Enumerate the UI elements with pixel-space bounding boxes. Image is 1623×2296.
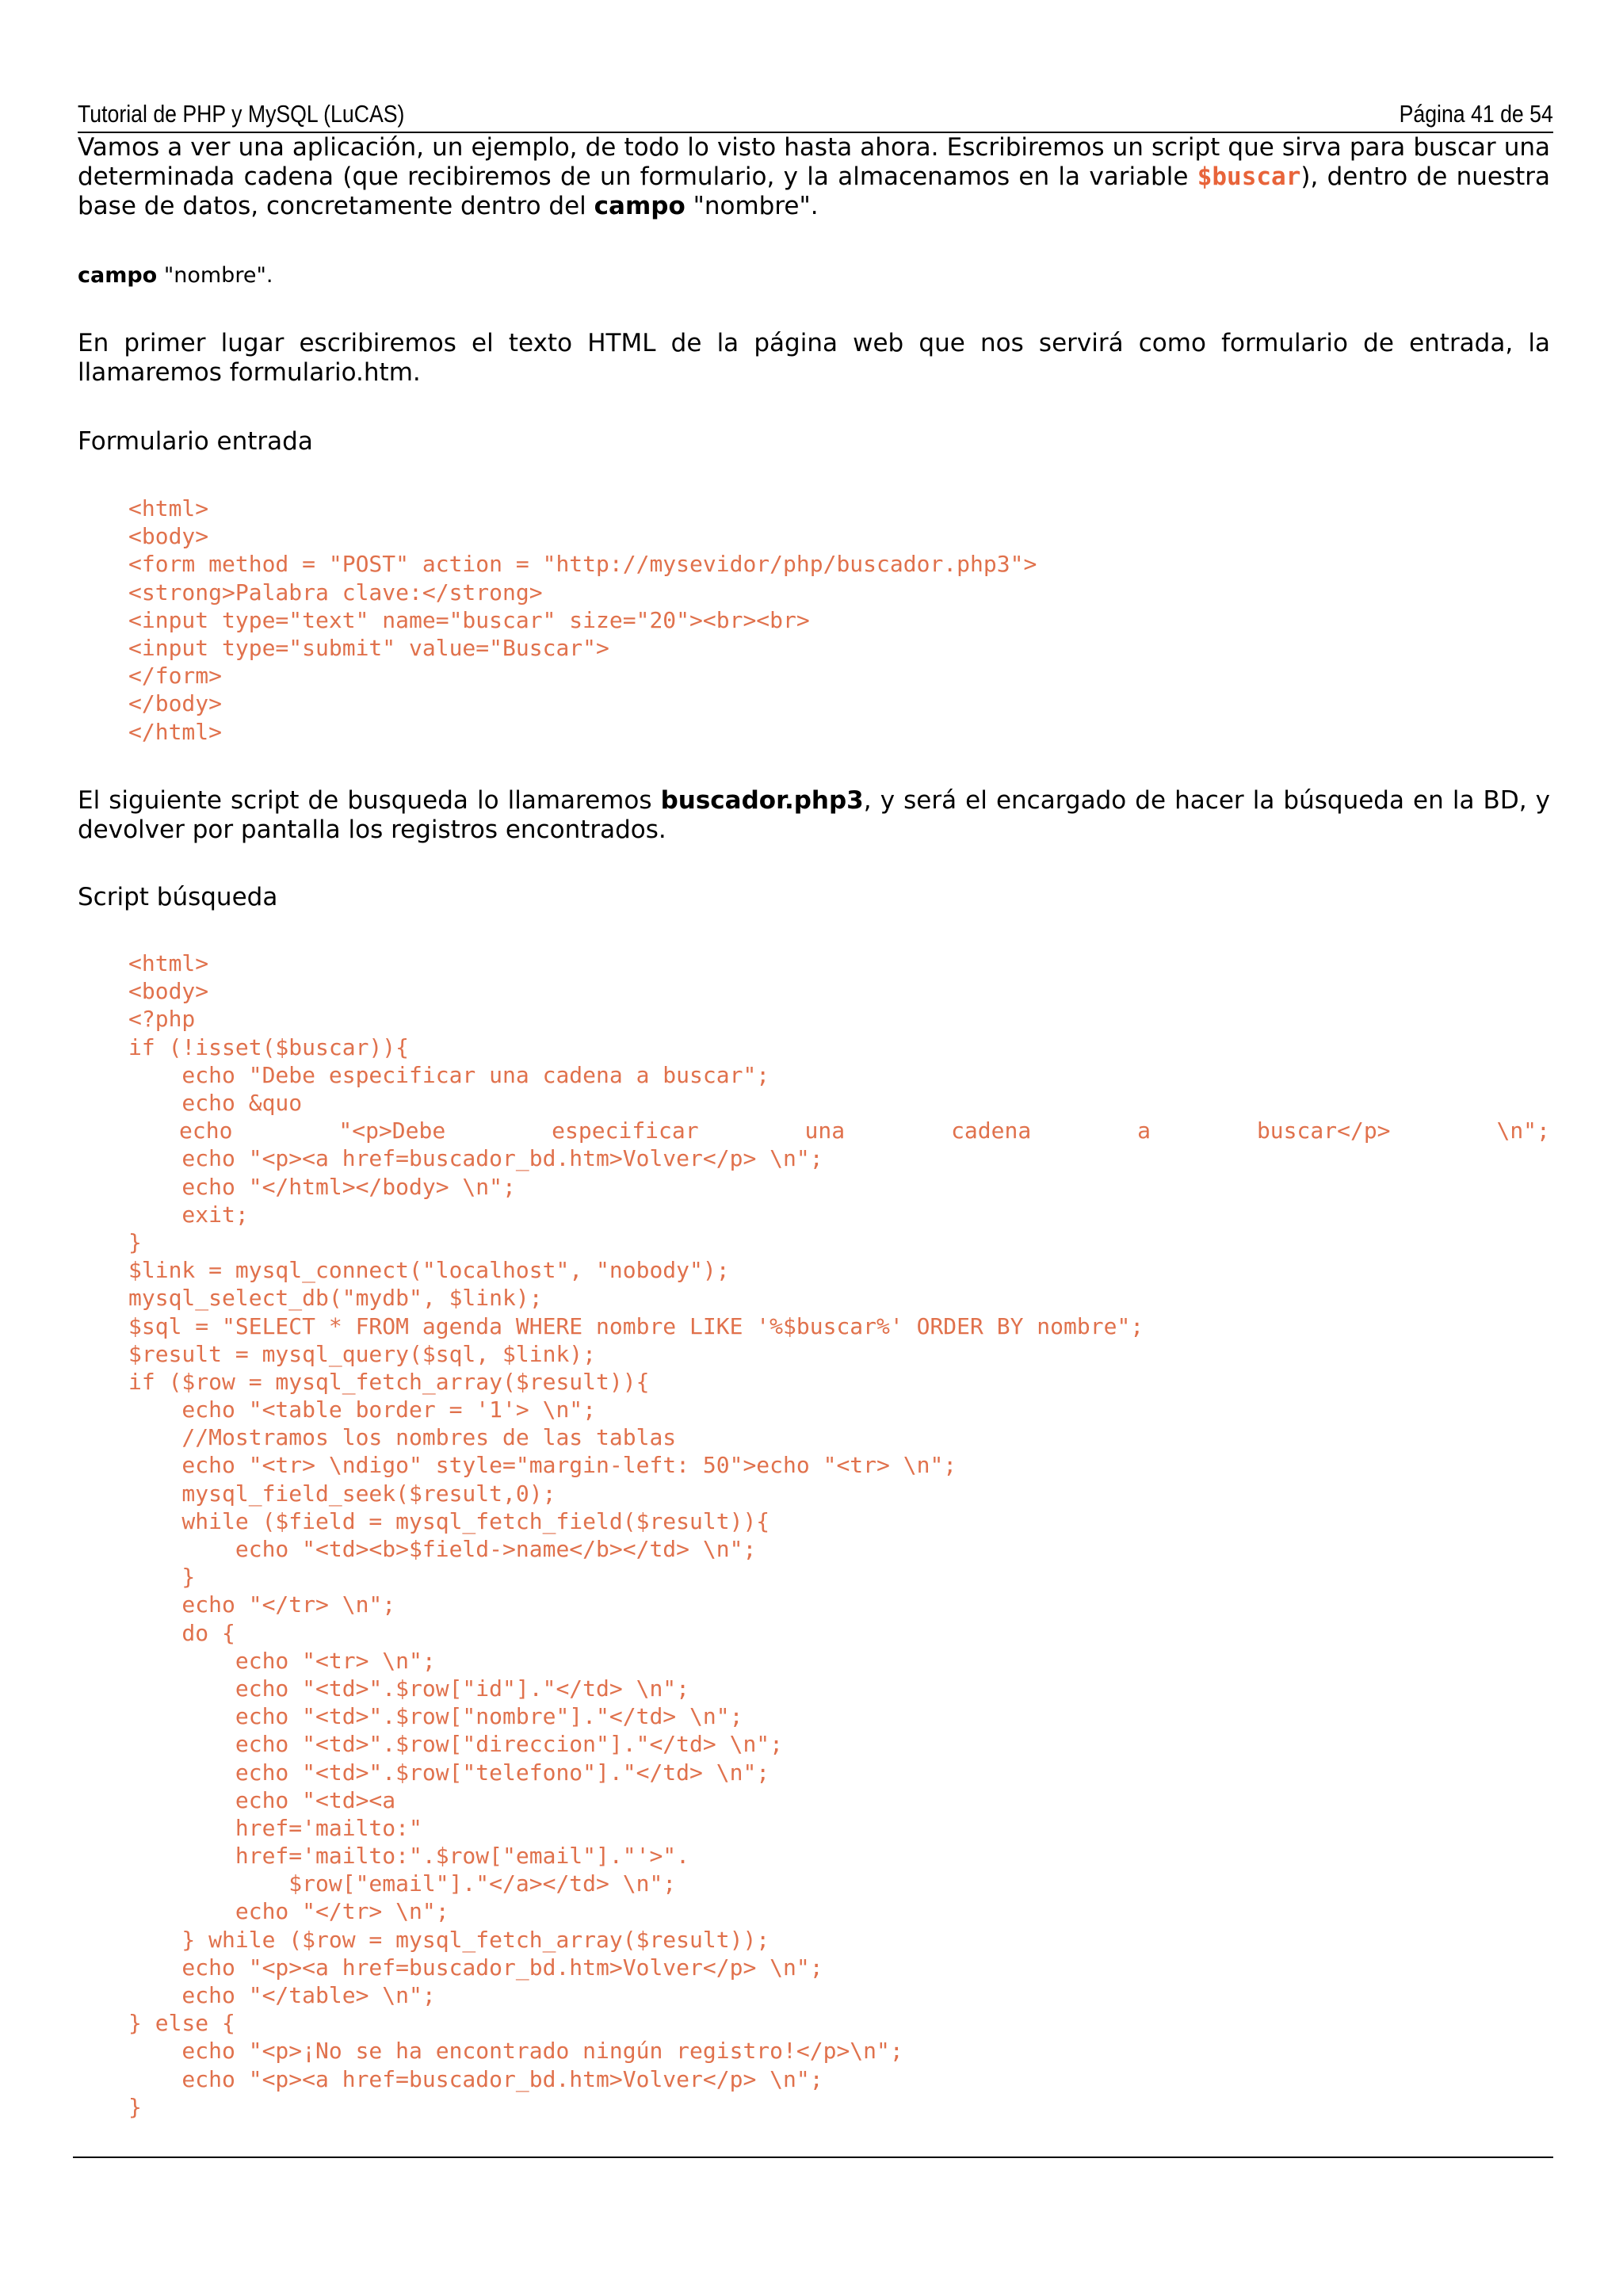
code-line: echo "</tr> \n";	[128, 1591, 396, 1618]
code-line: echo "<p>¡No se ha encontrado ningún registro!</p>\n";	[128, 2038, 903, 2065]
code-line: echo "</table> \n";	[128, 1982, 436, 2009]
code-line: </body>	[128, 690, 223, 717]
code-line: mysql_select_db("mydb", $link);	[128, 1285, 543, 1312]
code-line: echo "<p><a href=buscador_bd.htm>Volver</p> \n";	[128, 1954, 823, 1981]
code-word: buscar</p>	[1256, 1117, 1391, 1144]
heading-script-busqueda: Script búsqueda	[78, 883, 278, 911]
code-word: a	[1137, 1117, 1151, 1144]
campo-note-text: "nombre".	[157, 263, 273, 288]
header-title: Tutorial de PHP y MySQL (LuCAS)	[78, 100, 405, 128]
code-line: echo "<td>".$row["telefono"]."</td> \n";	[128, 1759, 770, 1786]
code-line: if ($row = mysql_fetch_array($result)){	[128, 1368, 650, 1395]
campo-note	[78, 262, 1550, 289]
code-line: }	[128, 2093, 142, 2120]
code-line: <strong>Palabra clave:</strong>	[128, 579, 543, 606]
campo-note-bold: campo	[78, 263, 158, 288]
footer-rule	[73, 2157, 1553, 2158]
code-line: echo "<td>".$row["direccion"]."</td> \n";	[128, 1731, 784, 1758]
intro-text-3: "nombre".	[685, 192, 819, 220]
code-word: "<p>Debe	[338, 1117, 446, 1144]
code-line: while ($field = mysql_fetch_field($result)){	[128, 1507, 770, 1534]
script-intro-text-1: El siguiente script de busqueda lo llamaremos	[78, 786, 661, 815]
script-intro-text-2: , y será el encargado de hacer la búsqueda en la BD, y devolver por pantalla los registros encontrados.	[78, 786, 1550, 844]
code-line: echo "<td>".$row["id"]."</td> \n";	[128, 1675, 690, 1702]
code-line: echo "<p><a href=buscador_bd.htm>Volver</p> \n";	[128, 1145, 823, 1172]
code-line: echo "Debe especificar una cadena a buscar";	[128, 1061, 770, 1088]
code-line: $sql = "SELECT * FROM agenda WHERE nombre LIKE '%$buscar%' ORDER BY nombre";	[128, 1312, 1144, 1339]
code-line: href='mailto:"	[128, 1814, 422, 1841]
code-line: echo "<td><a	[128, 1786, 396, 1813]
code-line: <html>	[128, 950, 209, 976]
code-word: una	[804, 1117, 846, 1144]
code-line: } else {	[128, 2010, 235, 2037]
intro-text-1: Vamos a ver una aplicación, un ejemplo, de todo lo visto hasta ahora. Escribiremos un script que sirva para buscar una determinada cadena (que recibiremos de un formulario, y la almacenamos en la variable	[78, 133, 1550, 191]
code-line: if (!isset($buscar)){	[128, 1033, 410, 1060]
code-line: mysql_field_seek($result,0);	[128, 1480, 556, 1507]
code-line: echo &quo	[128, 1089, 303, 1116]
code-line: <form method = "POST" action = "http://mysevidor/php/buscador.php3">	[128, 551, 1037, 578]
code-line: <body>	[128, 978, 209, 1005]
code-line: do {	[128, 1619, 235, 1646]
script-filename-bold: buscador.php3	[660, 786, 864, 815]
code-word: echo	[179, 1117, 233, 1144]
code-line: $link = mysql_connect("localhost", "nobody");	[128, 1257, 730, 1284]
code-line: $result = mysql_query($sql, $link);	[128, 1340, 597, 1367]
code-line: <?php	[128, 1006, 196, 1033]
code-line: echo "</tr> \n";	[128, 1898, 449, 1925]
header-page-number: Página 41 de 54	[1399, 100, 1553, 128]
form-intro-paragraph: En primer lugar escribiremos el texto HTML de la página web que nos servirá como formulario de entrada, la llamaremos formulario.htm.	[78, 329, 1550, 387]
form-code-block	[128, 495, 1037, 746]
intro-bold-campo: campo	[594, 192, 685, 220]
code-line: echo "</html></body> \n";	[128, 1173, 516, 1200]
code-line: } while ($row = mysql_fetch_array($result));	[128, 1926, 770, 1953]
code-line: echo "<tr> \n";	[128, 1647, 436, 1674]
code-line: }	[128, 1228, 142, 1255]
script-intro-paragraph	[78, 786, 1550, 845]
variable-buscar: $buscar	[1197, 162, 1301, 191]
intro-paragraph	[78, 133, 1550, 221]
code-line: <input type="text" name="buscar" size="20"><br><br>	[128, 606, 810, 633]
code-line: echo "<table border = '1'> \n";	[128, 1396, 597, 1423]
spread-code-words	[179, 1117, 1550, 1144]
script-code-block-b	[128, 1144, 1144, 2121]
code-line: href='mailto:".$row["email"]."'>".	[128, 1843, 690, 1870]
code-line: <html>	[128, 495, 209, 521]
code-line: echo "<td><b>$field->name</b></td> \n";	[128, 1536, 757, 1563]
code-word: \n";	[1496, 1117, 1550, 1144]
code-line: <input type="submit" value="Buscar">	[128, 634, 609, 661]
code-line: </html>	[128, 718, 223, 745]
script-code-block-a	[128, 949, 769, 1117]
code-word: especificar	[552, 1117, 699, 1144]
code-line: echo "<p><a href=buscador_bd.htm>Volver</p> \n";	[128, 2065, 823, 2092]
code-line: exit;	[128, 1201, 249, 1228]
code-line: </form>	[128, 663, 223, 690]
code-line: $row["email"]."</a></td> \n";	[128, 1870, 677, 1897]
intro-text-2: ), dentro de nuestra base de datos, concretamente dentro del	[78, 162, 1550, 220]
code-line: echo "<tr> \ndigo" style="margin-left: 50">echo "<tr> \n";	[128, 1452, 957, 1479]
code-line: //Mostramos los nombres de las tablas	[128, 1424, 677, 1451]
spread-code-line	[0, 1117, 1623, 1144]
code-line: <body>	[128, 523, 209, 550]
code-line: echo "<td>".$row["nombre"]."</td> \n";	[128, 1703, 743, 1730]
code-word: cadena	[951, 1117, 1032, 1144]
code-line: }	[128, 1564, 196, 1591]
heading-formulario-entrada: Formulario entrada	[78, 427, 313, 456]
page-header	[78, 94, 1553, 133]
